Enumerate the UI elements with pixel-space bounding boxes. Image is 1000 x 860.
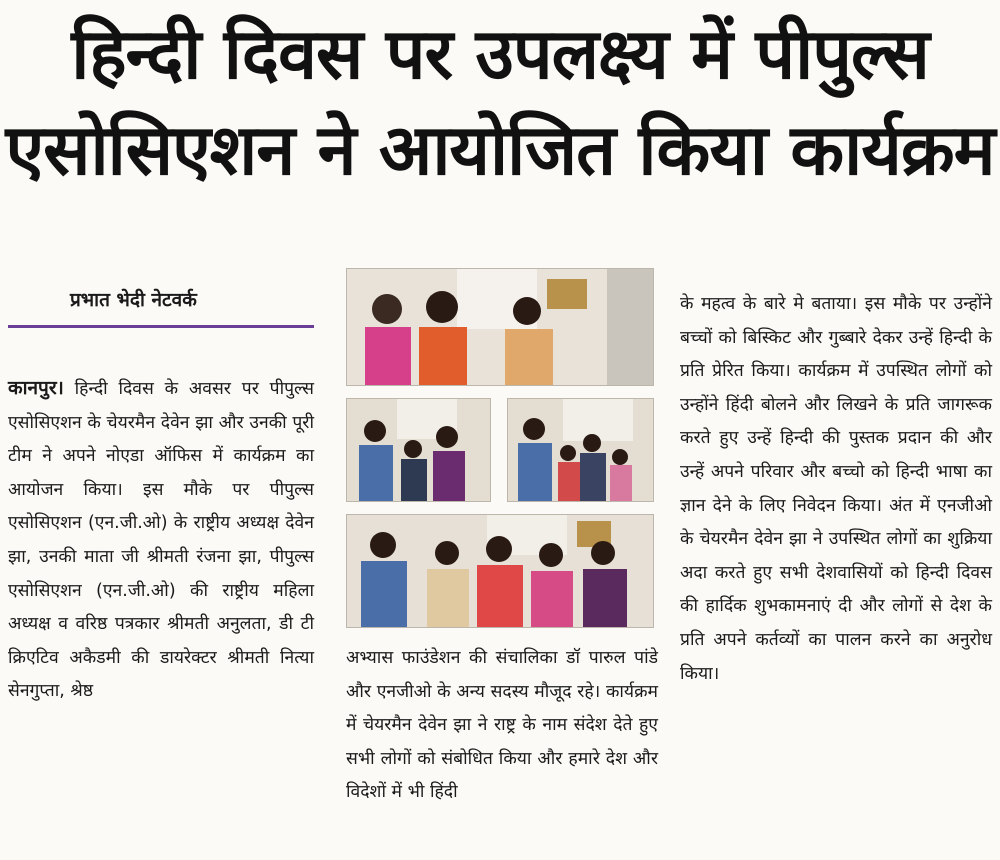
article-column-3-text: के महत्व के बारे मे बताया। इस मौके पर उन्होंने बच्चों को बिस्किट और गुब्बारे देकर उन्हें हिन्दी के प्रति प्रेरित किया। कार्यक्रम में उपस्थित लोगों को उन्होंने हिंदी बोलने और लिखने के प्रति जागरूक करते हुए उन्हें हिन्दी की पुस्तक प्रदान की और उन्हें अपने परिवार और बच्चो को हिन्दी भाषा का ज्ञान देने के लिए निवेदन किया। अंत में एनजीओ के चेयरमैन देवेन झा ने उपस्थित लोगों का शुक्रिया अदा करते हुए सभी देशवासियों को हिन्दी दिवस की हार्दिक शुभकामनाएं दी और लोगों से देश के प्रति अपने कर्तव्यों का पालन करने का अनुरोध किया। <box>680 294 992 684</box>
event-photo-3 <box>507 398 654 502</box>
event-photo-2 <box>346 398 491 502</box>
article-column-3 <box>680 288 992 691</box>
article-column-1 <box>8 372 314 709</box>
article-column-2 <box>346 642 658 810</box>
byline-rule <box>8 325 314 328</box>
headline-line-1: हिन्दी दिवस पर उपलक्ष्य में पीपुल्स <box>71 13 929 95</box>
headline <box>0 6 1000 198</box>
event-photo-1 <box>346 268 654 386</box>
article-column-1-text: हिन्दी दिवस के अवसर पर पीपुल्स एसोसिएशन के चेयरमैन देवेन झा और उनकी पूरी टीम ने अपने नोएडा ऑफिस में कार्यक्रम का आयोजन किया। इस मौके पर पीपुल्स एसोसिएशन (एन.जी.ओ) के राष्ट्रीय अध्यक्ष देवेन झा, उनकी माता जी श्रीमती रंजना झा, पीपुल्स एसोसिएशन (एन.जी.ओ) की राष्ट्रीय महिला अध्यक्ष व वरिष्ठ पत्रकार श्रीमती अनुलता, डी टी क्रिएटिव अकैडमी की डायरेक्टर श्रीमती नित्या सेनगुप्ता, श्रेष्ठ <box>8 379 314 702</box>
event-photo-4 <box>346 514 654 628</box>
dateline: कानपुर। <box>8 377 64 399</box>
article-column-2-text: अभ्यास फाउंडेशन की संचालिका डॉ पारुल पांडे और एनजीओ के अन्य सदस्य मौजूद रहे। कार्यक्रम में चेयरमैन देवेन झा ने राष्ट्र के नाम संदेश देते हुए सभी लोगों को संबोधित किया और हमारे देश और विदेशों में भी हिंदी <box>346 648 658 803</box>
headline-line-2: एसोसिएशन ने आयोजित किया कार्यक्रम <box>5 109 995 191</box>
byline: प्रभात भेदी नेटवर्क <box>70 289 197 311</box>
